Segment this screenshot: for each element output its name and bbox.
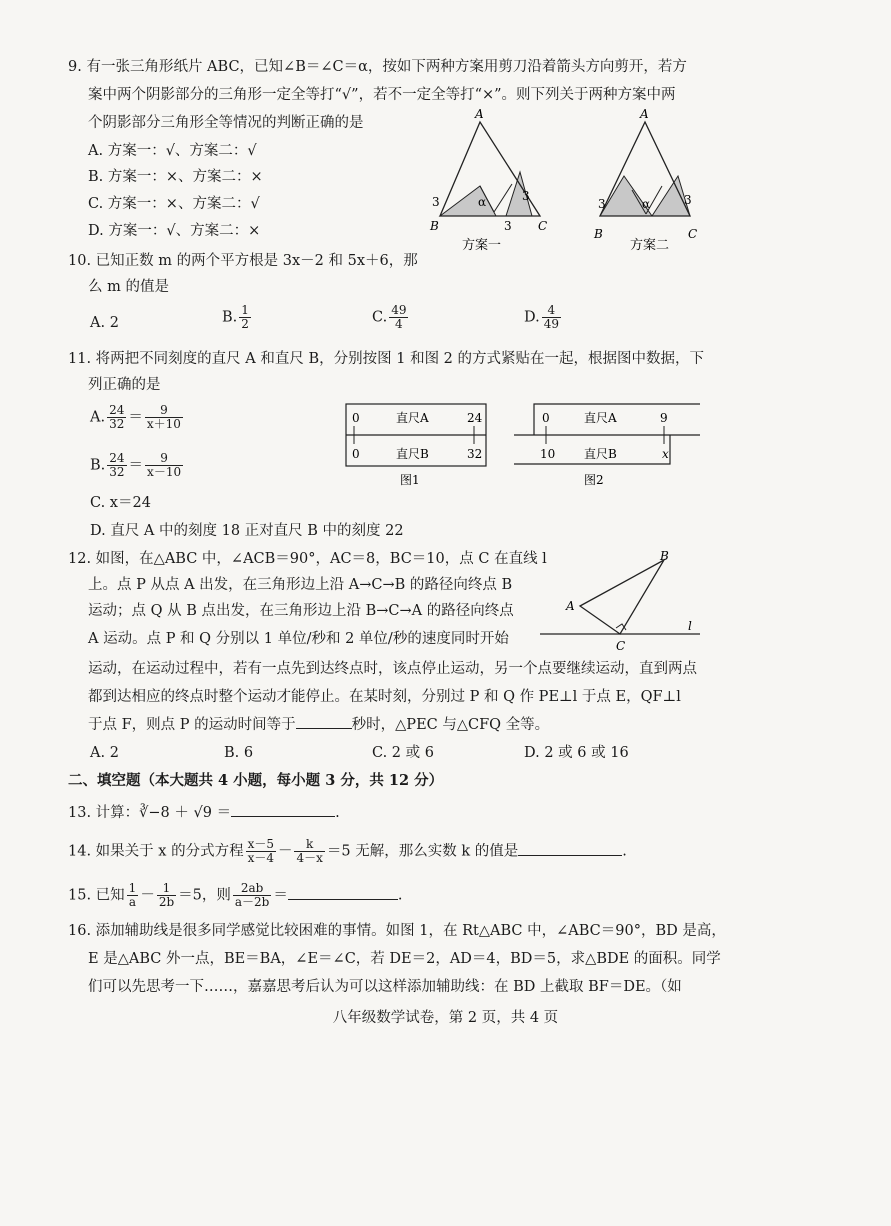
q11-fig1-a-zero: 0 [352,411,360,425]
q11-option-a-d1: 32 [109,417,125,431]
q11-fig2-a-9: 9 [660,411,668,425]
q9-figure-2 [593,107,697,253]
q12-label-c: C [616,639,626,653]
q13: 13. 计算：∛−8 ＋ √9 ＝ . [68,802,340,824]
q16-line-1: 16. 添加辅助线是很多同学感觉比较困难的事情。如图 1，在 Rt△ABC 中，∠ABC＝90°，BD 是高， [68,923,726,939]
section-2-heading: 二、填空题（本大题共 4 小题，每小题 3 分，共 12 分） [68,772,444,789]
q12-line-1: 12. 如图，在△ABC 中，∠ACB＝90°，AC＝8，BC＝10，点 C 在直线 l [68,551,547,567]
q12-option-d: D. 2 或 6 或 16 [524,745,629,761]
q11-figures [340,400,705,490]
q11-option-b-n1: 24 [109,451,125,465]
q10-option-d [524,304,563,331]
q11-fig1-b-32: 32 [467,447,483,461]
q10-option-c [372,304,410,331]
q12-line-6: 都到达相应的终点时整个运动才能停止。在某时刻，分别过 P 和 Q 作 PE⊥l 于点 E，QF⊥l [88,689,681,705]
q10-option-c-den: 4 [395,317,403,331]
q15-frac1-num: 1 [128,881,137,895]
q16-line-3: 们可以先思考一下……，嘉嘉思考后认为可以这样添加辅助线：在 BD 上截取 BF＝DE。（如 [88,979,682,995]
q15-frac2-num: 1 [157,882,176,896]
q11-fig2-a-label: 直尺A [584,411,617,425]
q14-minus: － [277,843,293,860]
q11-option-a-d2: x＋10 [146,417,181,431]
q9-fig1-len-right: 3 [522,189,530,203]
q15-prefix: 15. 已知 [68,887,125,904]
q15-answer-blank[interactable] [288,885,398,900]
q9-figure-1 [429,107,547,253]
q11-fig2-b-x: x [662,447,669,461]
q11-option-a-label: A. [90,409,106,426]
q12-line-4: A 运动。点 P 和 Q 分别以 1 单位/秒和 2 单位/秒的速度同时开始 [88,631,509,647]
q11-figure-2 [514,404,700,487]
q15-equals: ＝5，则 [178,887,231,904]
q9-fig2-label-b: B [594,227,603,241]
q9-fig2-caption: 方案二 [630,238,670,253]
q10-option-a: A. 2 [90,315,119,331]
q9-fig2-len-right: 3 [684,193,692,207]
q9-fig1-caption: 方案一 [462,238,502,253]
q9-fig2-len-left: 3 [598,197,606,211]
q15-frac1-den: a [128,895,137,909]
q9-option-d: D. 方案一：√、方案二：× [88,223,261,239]
q14-frac1-den: x－4 [247,851,274,865]
q15-frac3-num: 2ab [233,882,271,896]
q11-line-2: 列正确的是 [88,377,161,393]
q12-answer-blank[interactable] [296,714,352,729]
q9-fig1-alpha: α [478,195,487,209]
q12-label-a: A [566,599,575,613]
q11-option-a-n1: 24 [109,403,125,417]
q10-line-2: 么 m 的值是 [88,279,169,295]
q15-minus: － [140,887,155,904]
q11-fig2-caption: 图2 [584,473,604,487]
q9-line-2: 案中两个阴影部分的三角形一定全等打“√”，若不一定全等打“×”。则下列关于两种方案中两 [88,87,676,103]
q13-answer-blank[interactable] [231,802,335,817]
q9-fig1-label-c: C [538,219,548,233]
q11-option-b: B. $\frac{24}{32}$ ＝ $\frac{9}{x-10}$ [90,451,182,479]
q14-suffix: ＝5 无解，那么实数 k 的值是 [326,843,519,860]
q11-option-d: D. 直尺 A 中的刻度 18 正对直尺 B 中的刻度 22 [90,523,404,539]
q10-option-d-num: 4 [542,304,561,318]
q12-line-2: 上。点 P 从点 A 出发，在三角形边上沿 A→C→B 的路径向终点 B [88,577,513,593]
q15-frac3-den: a－2b [234,895,270,909]
q9-option-c: C. 方案一：×、方案二：√ [88,196,260,212]
q12-option-b: B. 6 [224,745,254,761]
q12-option-c: C. 2 或 6 [372,745,434,761]
q14-frac2-den: 4－x [296,851,323,865]
q12-label-l: l [688,619,692,633]
q12-line-5: 运动，在运动过程中，若有一点先到达终点时，该点停止运动，另一个点要继续运动，直到两点 [88,661,697,677]
q11-fig1-caption: 图1 [400,473,420,487]
q9-option-b: B. 方案一：×、方案二：× [88,169,263,185]
q11-option-c: C. x＝24 [90,495,151,511]
q11-option-a: A. $\frac{24}{32}$ ＝ $\frac{9}{x+10}$ [90,403,181,431]
q9-fig2-alpha: α [642,197,651,211]
q11-fig1-a-label: 直尺A [396,411,429,425]
q10-line-1: 10. 已知正数 m 的两个平方根是 3x－2 和 5x＋6，那 [68,253,418,269]
q11-fig1-b-zero: 0 [352,447,360,461]
q11-fig1-a-24: 24 [467,411,483,425]
q9-figures [420,104,720,260]
q10-option-c-num: 49 [391,303,407,317]
q11-fig2-b-10: 10 [540,447,556,461]
q9-fig1-len-left: 3 [432,195,440,209]
q11-fig2-a-zero: 0 [542,411,550,425]
page-footer: 八年级数学试卷，第 2 页，共 4 页 [332,1010,559,1026]
q12-line-7 [88,714,549,736]
q10-option-b-den: 2 [241,317,249,331]
q12-line-7-prefix: 于点 F，则点 P 的运动时间等于 [88,717,296,733]
q11-option-b-n2: 9 [145,452,183,466]
q9-line-3: 个阴影部分三角形全等情况的判断正确的是 [88,115,364,131]
q15: 15. 已知 $\frac{1}{a}$ － $\frac{1}{2b}$ ＝5，则 $\frac{2ab}{a-2b}$ ＝ . [68,881,403,909]
q9-fig1-label-a: A [475,107,484,121]
q10-option-d-den: 49 [543,317,559,331]
q9-option-a: A. 方案一：√、方案二：√ [88,143,257,159]
q10-option-b-label: B. [222,309,238,326]
q10-option-d-label: D. [524,309,540,326]
q14-prefix: 14. 如果关于 x 的分式方程 [68,843,244,860]
q15-frac2-den: 2b [158,895,175,909]
q10-option-b-num: 1 [241,303,249,317]
q15-suffix: ＝ [273,887,288,904]
q12-line-3: 运动；点 Q 从 B 点出发，在三角形边上沿 B→C→A 的路径向终点 [88,603,514,619]
q11-option-b-d2: x－10 [147,465,182,479]
q9-fig2-label-a: A [640,107,649,121]
q13-prefix: 13. 计算： [68,805,140,821]
q11-option-b-d1: 32 [109,465,125,479]
q11-line-1: 11. 将两把不同刻度的直尺 A 和直尺 B，分别按图 1 和图 2 的方式紧贴在一起，根据图中数据，下 [68,351,705,367]
q11-figure-1 [346,404,486,487]
q14: 14. 如果关于 x 的分式方程 $\frac{x-5}{x-4}$ － $\frac{k}{4-x}$ ＝5 无解，那么实数 k 的值是 . [68,837,627,865]
q11-fig2-b-label: 直尺B [584,447,617,461]
q11-fig1-b-label: 直尺B [396,447,429,461]
q10-option-b [222,304,253,331]
q14-frac1-num: x－5 [247,837,274,851]
q11-option-a-n2: 9 [145,404,183,418]
q12-label-b: B [660,549,669,563]
q9-fig1-label-b: B [430,219,439,233]
q13-expression: ∛−8 ＋ √9 ＝ [139,805,232,821]
q12-option-a: A. 2 [90,745,119,761]
q12-figure [536,546,706,654]
q11-option-b-label: B. [90,457,106,474]
q12-line-7-suffix: 秒时，△PEC 与△CFQ 全等。 [351,717,550,733]
q9-fig2-label-c: C [688,227,698,241]
q10-option-c-label: C. [372,309,388,326]
q14-frac2-num: k [294,838,324,852]
q9-fig1-len-bottom: 3 [504,219,512,233]
q9-line-1: 9. 有一张三角形纸片 ABC，已知∠B＝∠C＝α，按如下两种方案用剪刀沿着箭头方向剪开，若方 [68,59,687,75]
q16-line-2: E 是△ABC 外一点，BE＝BA，∠E＝∠C，若 DE＝2，AD＝4，BD＝5，求△BDE 的面积。同学 [88,951,721,967]
q14-answer-blank[interactable] [518,841,622,856]
